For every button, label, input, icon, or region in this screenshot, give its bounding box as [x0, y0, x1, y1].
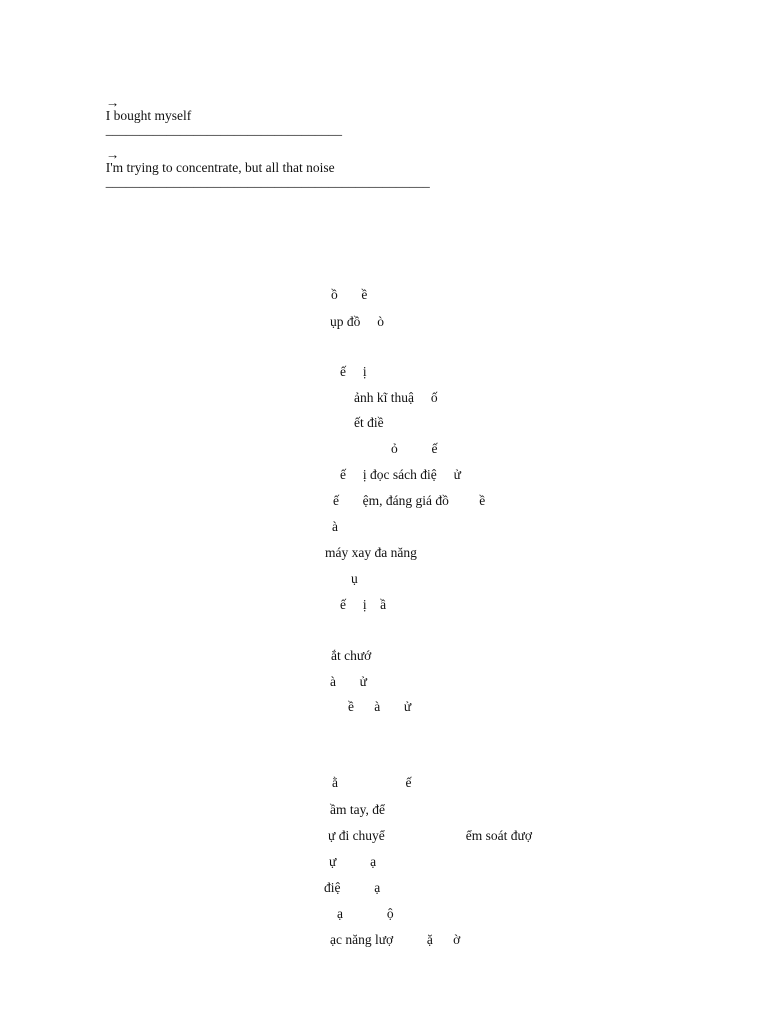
text-fragment: ế ị [340, 364, 367, 379]
text-fragment: ết điề [354, 415, 384, 430]
answer-blank[interactable]: ___________________________________ [105, 121, 342, 137]
text-fragment: máy xay đa năng [325, 545, 417, 560]
answer-blank[interactable]: ________________________________________________ [105, 173, 430, 189]
text-fragment: ề à ử [348, 699, 412, 714]
text-fragment: à [332, 519, 338, 534]
text-fragment: ạ ộ [337, 906, 394, 921]
text-fragment: ự đi chuyể ểm soát đượ [328, 828, 532, 843]
exercise-text: I bought myself [105, 108, 192, 123]
text-fragment: ế ị đọc sách điệ ử [340, 467, 461, 482]
text-fragment: điệ ạ [324, 880, 381, 895]
exercise-text: I'm trying to concentrate, but all that noise [105, 160, 335, 175]
text-fragment: ồ ề [331, 287, 368, 302]
text-fragment: ằ ế [332, 775, 412, 790]
exercise-line-2 [99, 134, 430, 188]
text-fragment: ạc năng lượ ặ ờ [330, 932, 461, 947]
text-fragment: ầm tay, để [330, 802, 385, 817]
text-fragment: ụ [351, 571, 358, 586]
text-fragment: à ử [330, 674, 367, 689]
arrow-icon: → [105, 146, 120, 162]
exercise-line-1 [99, 82, 342, 136]
text-fragment: ế ị ầ [340, 597, 387, 612]
text-fragment: ự ạ [329, 854, 377, 869]
text-fragment: ắt chướ [331, 648, 372, 663]
text-fragment: ế ệm, đáng giá đồ ề [333, 493, 486, 508]
text-fragment: ụp đồ ò [330, 314, 384, 329]
text-fragment: ỏ ế [391, 441, 438, 456]
text-fragment: ảnh kĩ thuậ ố [354, 390, 438, 405]
arrow-icon: → [105, 94, 120, 110]
